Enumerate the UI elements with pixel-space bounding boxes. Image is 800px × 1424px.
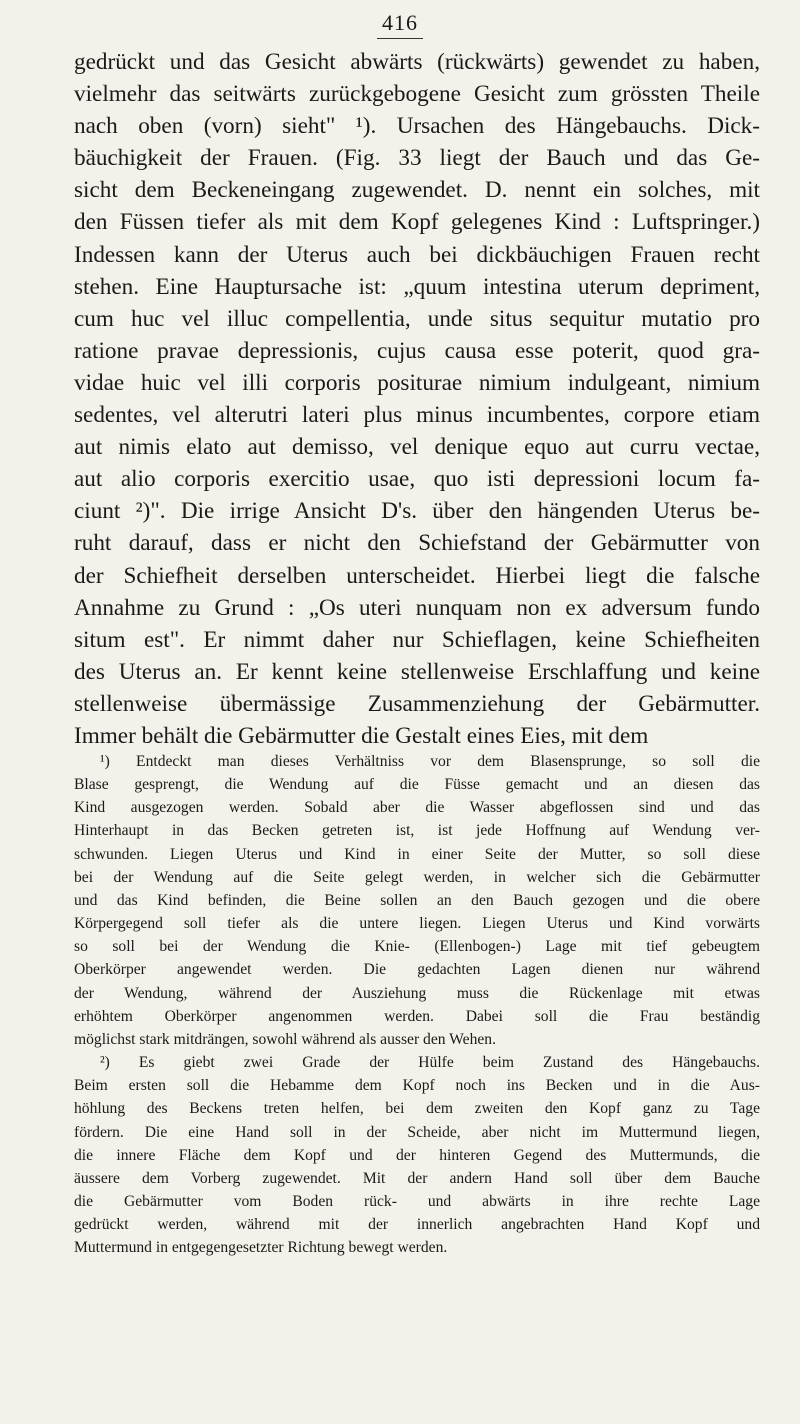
footnote-line: höhlung des Beckens treten helfen, bei dem zweiten den Kopf ganz zu Tage — [74, 1100, 760, 1118]
footnotes — [74, 750, 760, 1259]
text-line: stehen. Eine Hauptursache ist: „quum intestina uterum depriment, — [74, 273, 760, 300]
text-line: ruht darauf, dass er nicht den Schiefstand der Gebärmutter von — [74, 530, 760, 557]
text-line: Annahme zu Grund : „Os uteri nunquam non ex adversum fundo — [74, 594, 760, 621]
footnote-line: schwunden. Liegen Uterus und Kind in einer Seite der Mutter, so soll diese — [74, 845, 760, 863]
footnote-line: erhöhtem Oberkörper angenommen werden. Dabei soll die Frau beständig — [74, 1007, 760, 1025]
footnote-line: Körpergegend soll tiefer als die untere liegen. Liegen Uterus und Kind vorwärts — [74, 915, 760, 933]
text-line: Indessen kann der Uterus auch bei dickbäuchigen Frauen recht — [74, 241, 760, 268]
text-line: gedrückt und das Gesicht abwärts (rückwärts) gewendet zu haben, — [74, 49, 760, 75]
text-line: aut alio corporis exercitio usae, quo isti depressioni locum fa- — [74, 466, 760, 493]
text-line: aut nimis elato aut demisso, vel denique equo aut curru vectae, — [74, 434, 760, 461]
footnote-line: ¹) Entdeckt man dieses Verhältniss vor dem Blasensprunge, so soll die — [100, 753, 760, 770]
text-line: bäuchigkeit der Frauen. (Fig. 33 liegt der Bauch und das Ge- — [74, 145, 760, 172]
text-line: vidae huic vel illi corporis positurae nimium indulgeant, nimium — [74, 369, 760, 396]
text-line: der Schiefheit derselben unterscheidet. Hierbei liegt die falsche — [74, 562, 760, 589]
footnote-line: Hinterhaupt in das Becken getreten ist, ist jede Hoffnung auf Wendung ver- — [74, 822, 760, 840]
footnote-line: Beim ersten soll die Hebamme dem Kopf noch ins Becken und in die Aus- — [74, 1077, 760, 1095]
footnote-line: der Wendung, während der Ausziehung muss die Rückenlage mit etwas — [74, 984, 760, 1002]
text-line: ratione pravae depressionis, cujus causa esse poterit, quod gra- — [74, 337, 760, 364]
footnote-line: möglichst stark mitdrängen, sowohl während als ausser den Wehen. — [74, 1030, 496, 1048]
text-line: sicht dem Beckeneingang zugewendet. D. nennt ein solches, mit — [74, 177, 760, 204]
text-line: ciunt ²)". Die irrige Ansicht D's. über den hängenden Uterus be- — [74, 498, 760, 525]
footnote-line: fördern. Die eine Hand soll in der Scheide, aber nicht im Muttermund liegen, — [74, 1123, 760, 1141]
footnote-line: gedrückt werden, während mit der innerlich angebrachten Hand Kopf und — [74, 1216, 760, 1234]
main-text — [74, 46, 760, 752]
footnote-line: die Gebärmutter vom Boden rück- und abwärts in ihre rechte Lage — [74, 1192, 760, 1210]
footnote-line: Blase gesprengt, die Wendung auf die Füsse gemacht und an diesen das — [74, 776, 760, 794]
text-line: cum huc vel illuc compellentia, unde situs sequitur mutatio pro — [74, 305, 760, 332]
footnote-line: die innere Fläche dem Kopf und der hinteren Gegend des Muttermunds, die — [74, 1146, 760, 1164]
text-line: den Füssen tiefer als mit dem Kopf gelegenes Kind : Luftspringer.) — [74, 209, 760, 236]
footnote-line: und das Kind befinden, die Beine sollen an den Bauch gezogen und die obere — [74, 891, 760, 909]
text-line: sedentes, vel alterutri lateri plus minus incumbentes, corpore etiam — [74, 402, 760, 429]
text-line: Immer behält die Gebärmutter die Gestalt eines Eies, mit dem — [74, 722, 649, 749]
footnote-line: Oberkörper angewendet werden. Die gedachten Lagen dienen nur während — [74, 961, 760, 979]
footnote-line: äussere dem Vorberg zugewendet. Mit der andern Hand soll über dem Bauche — [74, 1169, 760, 1187]
footnote-line: bei der Wendung auf die Seite gelegt werden, in welcher sich die Gebärmutter — [74, 868, 760, 886]
footnote-line: ²) Es giebt zwei Grade der Hülfe beim Zustand des Hängebauchs. — [100, 1054, 760, 1072]
footnote-line: Muttermund in entgegengesetzter Richtung bewegt werden. — [74, 1239, 448, 1257]
footnote-line: so soll bei der Wendung die Knie- (Ellenbogen-) Lage mit tief gebeugtem — [74, 938, 760, 956]
text-line: situm est". Er nimmt daher nur Schieflagen, keine Schiefheiten — [74, 626, 760, 653]
text-line: vielmehr das seitwärts zurückgebogene Gesicht zum grössten Theile — [74, 81, 760, 108]
page-number-rule — [377, 38, 423, 39]
text-line: stellenweise übermässige Zusammenziehung der Gebärmutter. — [74, 690, 760, 717]
text-line: nach oben (vorn) sieht" ¹). Ursachen des Hängebauchs. Dick- — [74, 113, 760, 140]
footnote-line: Kind ausgezogen werden. Sobald aber die Wasser abgeflossen sind und das — [74, 799, 760, 817]
text-line: des Uterus an. Er kennt keine stellenweise Erschlaffung und keine — [74, 658, 760, 685]
page-number — [0, 10, 800, 39]
page-number-text: 416 — [382, 10, 418, 35]
